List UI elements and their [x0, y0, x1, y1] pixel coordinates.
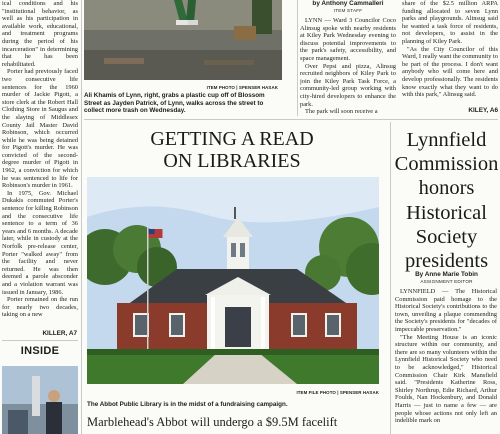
- kiley-paragraph: LYNN — Ward 3 Councilor Coco Alinsug spoke with nearby residents at Kiley Park Wednesday evening to discuss potential improvements to the park's safety, accessibility, and space management.: [300, 17, 396, 62]
- killer-jump-link[interactable]: KILLER, A7: [42, 330, 77, 337]
- library-headline: [84, 128, 380, 172]
- lynnfield-paragraph: "The Meeting House is an iconic structure within our community, and there are so many volunteers within the Lynnfield Historical Society who need to be acknowledged," Historical Commission Chair Kirk Mansfield said. "Presidents Katherine Ross, Shirley Northrup, Edie Richard, Arthur Foulds, Nan Hockenbury, and Donald Harris — just to name a few — are people whose actions not only left an indelible mark on: [395, 333, 497, 425]
- left-paragraph: Porter remained on the run for nearly two decades, taking on a new: [2, 296, 78, 319]
- kiley-right-paragraph: "As the City Councilor of this Ward, I really want the community to be part of the process. I don't want anybody who will come here and develop professionally. The residents know exactly what they want to do with this park," Alinsug said.: [402, 45, 498, 99]
- lynnfield-headline-line: honors: [418, 177, 475, 200]
- lynnfield-headline-line: presidents: [404, 250, 489, 273]
- lynnfield-headline-line: Society: [415, 225, 478, 248]
- lynnfield-headline: [393, 128, 500, 273]
- lynnfield-byline: By Anne Marie Tobin: [415, 271, 478, 278]
- library-headline-line: ON LIBRARIES: [163, 150, 301, 172]
- lynnfield-headline-line: Lynnfield: [406, 129, 487, 151]
- left-paragraph: Porter had previously faced two consecutive life sentences for the 1960 murder of Jackie Pigott, a store clerk at the Robert Hall Clothing Store in Saugus and the slaying of Middlesex County Jail Master David Robinson, which occurred while he was being detained for Pigott's murder. He was convicted of the second-degree murder of Pigott in 1962, a conviction for which he was sentenced to life for Robinson's murder in 1961.: [2, 68, 78, 190]
- lynnfield-byline-title: ASSIGNMENT EDITOR: [420, 279, 473, 284]
- kiley-story: [300, 0, 396, 117]
- library-photo-caption: The Abbot Public Library is in the midst of a fundraising campaign.: [87, 401, 288, 408]
- lynnfield-headline-line: Historical: [406, 201, 487, 224]
- top-story-photo[interactable]: [84, 0, 282, 80]
- library-subhead[interactable]: Marblehead's Abbot will undergo a $9.5M facelift: [87, 415, 338, 429]
- kiley-byline-title: ITEM STAFF: [333, 8, 363, 13]
- library-photo[interactable]: [87, 177, 379, 384]
- street-cleanup-image: [84, 0, 282, 80]
- abbot-library-image: [87, 177, 379, 384]
- kiley-jump-link[interactable]: KILEY, A6: [468, 107, 498, 114]
- top-photo-caption: Ali Khamis of Lynn, right, grabs a plastic cup off of Blossom Street as Jayden Patrick, of Lynn, walks across the street to collect more trash on Wednesday.: [84, 92, 265, 115]
- kiley-story-continued: [402, 0, 498, 108]
- kiley-byline: by Anthony Cammalleri: [312, 0, 384, 7]
- lynnfield-headline-line: Commission: [394, 153, 499, 176]
- inside-photo-image: [2, 366, 78, 434]
- left-paragraph: ical conditions and his "institutional behavior, as well as his participation in available work, educational, and treatment programs during the period of his incarceration" in determining that he has been rehabilitated.: [2, 0, 78, 68]
- kiley-right-paragraph: share of the $2.5 million ARPA funding allocated to seven Lynn parks and playgrounds. Alinsug said he wanted a task force of residents, not developers, to assist in the planning of Kiley Park.: [402, 0, 498, 45]
- inside-label: INSIDE: [20, 345, 60, 357]
- library-headline-line: GETTING A READ: [150, 128, 314, 150]
- left-paragraph: In 1975, Gov. Michael Dukakis commuted Porter's sentence for killing Robinson and the consecutive life sentence to a term of 36 years and 6 months. A decade later, while in custody at the Norfolk pre-release center, Porter "walked away" from the facility and never returned. He was then deemed a parole absconder and a violation warrant was issued in January, 1986.: [2, 189, 78, 296]
- lynnfield-body: [395, 288, 497, 434]
- kiley-paragraph: The park will soon receive a: [305, 108, 378, 116]
- lynnfield-paragraph: LYNNFIELD — The Historical Commission paid homage to the Historical Society's contributions to the town, unveiling a plaque commending the Society's presidents for "decades of impeccable preservation.": [395, 288, 497, 333]
- library-photo-credit: ITEM FILE PHOTO | SPENSER HASAK: [296, 390, 379, 395]
- kiley-paragraph: Over Pepsi and pizza, Alinsug recruited neighbors of Kiley Park to join the Kiley Park Task Force, a community-led group working with city-hired developers to enhance the park.: [300, 62, 396, 108]
- inside-thumbnail[interactable]: [2, 366, 78, 434]
- left-column-story: [2, 0, 78, 343]
- top-photo-credit: ITEM PHOTO | SPENSER HASAK: [206, 85, 278, 90]
